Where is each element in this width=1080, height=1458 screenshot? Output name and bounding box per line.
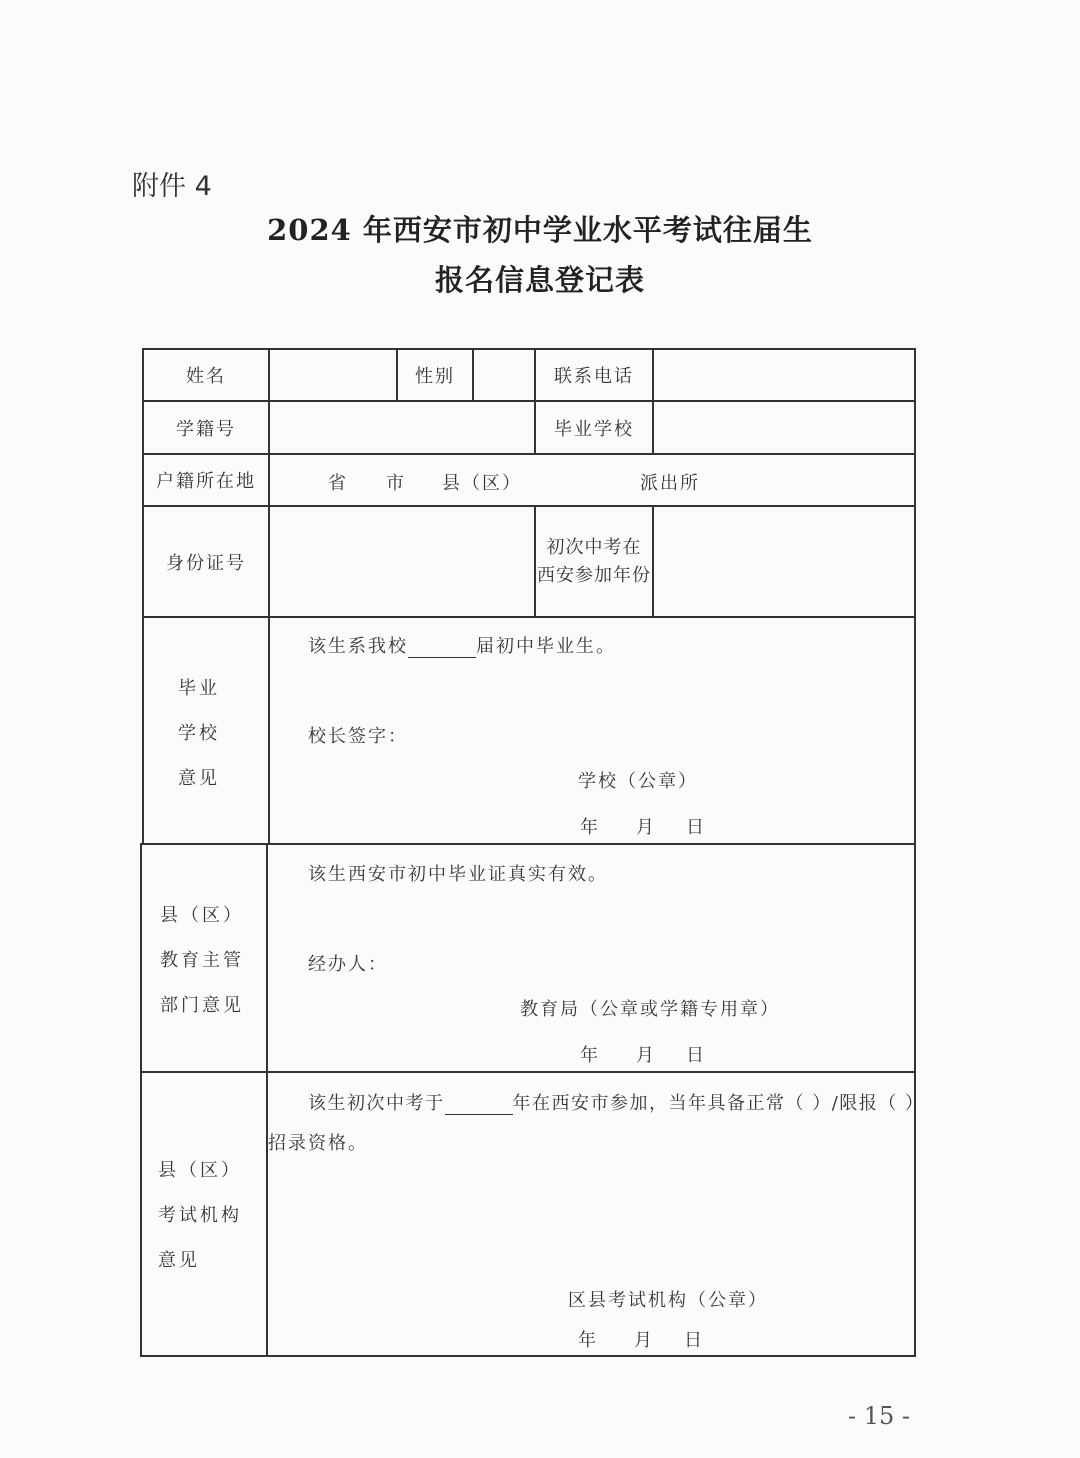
edu-date-day: 日 [686, 1045, 706, 1066]
column-divider [266, 843, 268, 1357]
first-exam-year-blank[interactable] [445, 1093, 513, 1115]
edu-opinion-label-line3: 部门意见 [160, 995, 244, 1016]
id-card-field[interactable] [270, 507, 534, 616]
household-county: 县（区） [442, 473, 522, 494]
exam-opinion-statement-line2: 招录资格。 [268, 1133, 368, 1154]
school-opinion-label-line1: 毕业 [178, 678, 220, 699]
exam-date-year: 年 [578, 1330, 598, 1351]
exam-date-day: 日 [684, 1330, 704, 1351]
edu-date-year: 年 [580, 1045, 600, 1066]
edu-opinion-statement: 该生西安市初中毕业证真实有效。 [308, 864, 608, 885]
school-statement-after: 届初中毕业生。 [476, 636, 616, 657]
household-city: 市 [386, 473, 406, 494]
student-id-field[interactable] [270, 402, 534, 453]
school-opinion-label-line2: 学校 [178, 723, 220, 744]
first-exam-year-field[interactable] [654, 507, 914, 616]
edu-opinion-label-line2: 教育主管 [160, 950, 244, 971]
household-label: 户籍所在地 [156, 471, 256, 492]
exam-opinion-label-line2: 考试机构 [158, 1205, 242, 1226]
first-exam-label-line2: 西安参加年份 [537, 564, 651, 586]
table-border-right [914, 348, 916, 1357]
school-date-day: 日 [686, 817, 706, 838]
registration-form-table [140, 348, 925, 1358]
page-number: - 15 - [848, 1402, 911, 1430]
grad-school-label: 毕业学校 [554, 418, 634, 440]
exam-statement-before: 该生初次中考于 [308, 1093, 445, 1114]
exam-opinion-label [158, 1148, 242, 1283]
school-date-month: 月 [636, 817, 656, 838]
exam-opinion-label-line3: 意见 [158, 1250, 200, 1271]
exam-statement-after: 年在西安市参加，当年具备正常（ ）/限报（ ） [512, 1093, 925, 1114]
school-seal: 学校（公章） [578, 771, 698, 792]
name-field[interactable] [270, 350, 396, 400]
table-border-bottom [140, 1355, 914, 1357]
school-opinion-label [178, 666, 220, 801]
row-divider [142, 616, 916, 618]
principal-signature: 校长签字： [308, 726, 408, 747]
school-date-year: 年 [580, 817, 600, 838]
edu-opinion-label [160, 893, 244, 1028]
phone-label: 联系电话 [554, 366, 634, 387]
edu-opinion-label-line1: 县（区） [160, 905, 244, 926]
row-divider [140, 1071, 916, 1073]
first-exam-label-line1: 初次中考在 [546, 536, 642, 558]
edu-handler: 经办人： [308, 954, 388, 975]
form-title-line1: 2024 年西安市初中学业水平考试往届生 [267, 213, 813, 247]
first-exam-label [536, 507, 652, 616]
school-opinion-label-line3: 意见 [178, 768, 220, 789]
student-id-label: 学籍号 [176, 418, 236, 440]
household-police: 派出所 [640, 473, 700, 494]
gender-field[interactable] [474, 350, 534, 400]
table-border-left [140, 843, 142, 1357]
phone-field[interactable] [654, 350, 914, 400]
exam-seal: 区县考试机构（公章） [568, 1290, 768, 1311]
household-province: 省 [328, 473, 348, 494]
row-divider [140, 843, 916, 845]
name-label: 姓名 [186, 366, 226, 387]
graduation-year-blank[interactable] [408, 636, 476, 658]
id-card-label: 身份证号 [166, 552, 246, 574]
exam-opinion-label-line1: 县（区） [158, 1160, 242, 1181]
attachment-label: 附件 4 [132, 171, 212, 202]
school-opinion-statement [308, 632, 616, 658]
edu-date-month: 月 [636, 1045, 656, 1066]
gender-label: 性别 [415, 366, 455, 387]
exam-date-month: 月 [634, 1330, 654, 1351]
exam-opinion-statement [308, 1089, 925, 1115]
grad-school-field[interactable] [654, 402, 914, 453]
edu-seal: 教育局（公章或学籍专用章） [520, 999, 780, 1020]
form-title-line2: 报名信息登记表 [434, 263, 645, 297]
school-statement-before: 该生系我校 [308, 636, 408, 657]
